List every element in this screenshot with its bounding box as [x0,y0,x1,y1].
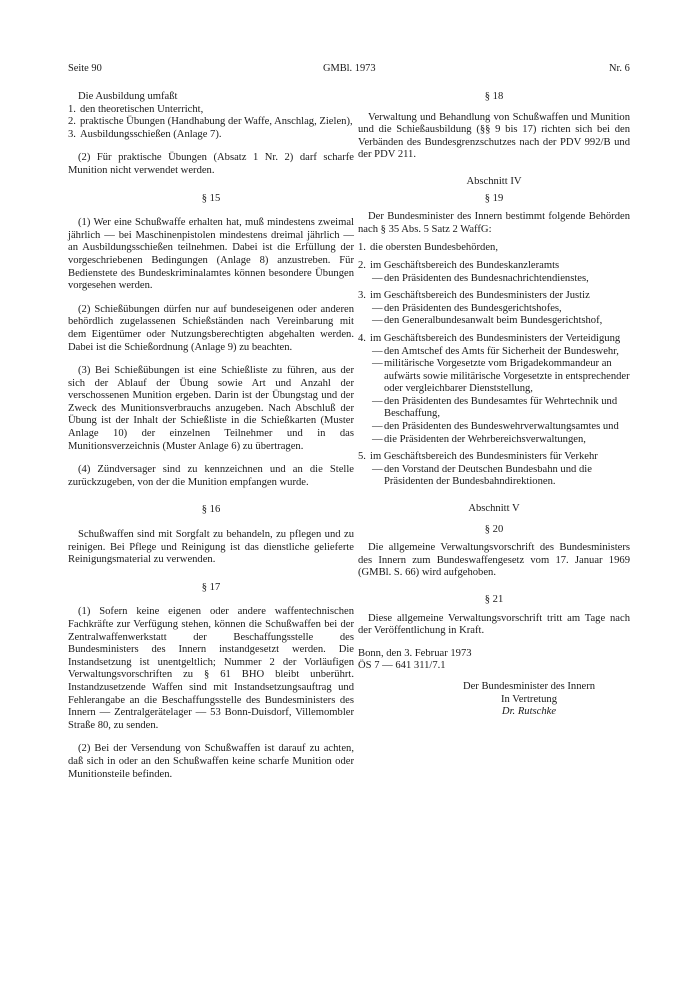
sub-item-text: den Generalbundesanwalt beim Bundesgerichtshof, [384,315,603,327]
journal-title: GMBl. 1973 [323,63,376,74]
place-date: Bonn, den 3. Februar 1973 [358,647,472,659]
section-heading: § 16 [201,504,221,516]
list-number: 3. [358,290,366,302]
signature-authority: Der Bundesminister des Innern [462,680,596,692]
list-item [68,116,354,129]
paragraph: Schußwaffen sind mit Sorgfalt zu behandeln, zu pflegen und zu reinigen. Bei Pflege und Reinigung ist das dienstliche gelieferte Reinigungsmaterial zu verwenden. [68,529,354,566]
list-number: 2. [68,116,76,128]
chapter-heading: Abschnitt V [468,503,520,515]
sub-item: — die Präsidenten der Wehrbereichsverwaltungen, [358,434,630,447]
sub-item-text: den Präsidenten des Bundesnachrichtendienstes, [384,272,589,284]
sub-item-text: den Vorstand der Deutschen Bundesbahn und die Präsidenten der Bundesbahndirektionen. [384,463,592,488]
chapter-heading: Abschnitt IV [466,175,522,187]
sub-item: — den Präsidenten des Bundesgerichtshofes, [358,303,630,316]
list-item [358,260,630,273]
sub-item: — militärische Vorgesetzte vom Brigadekommandeur an aufwärts sowie militärische Vorgesetzte in entsprechender oder vergleichbarer Dienststellung, [372,358,630,395]
list-item [358,290,630,303]
paragraph: Verwaltung und Behandlung von Schußwaffen und Munition und die Schießausbildung (§§ 9 bis 17) richten sich bei den Verbänden des Bundesgrenzschutzes nach der PDV 992/B und der PDV 211. [358,111,630,161]
list-number: 2. [358,259,366,271]
sub-item: — den Amtschef des Amts für Sicherheit der Bundeswehr, [358,346,630,359]
list-number: 5. [358,451,366,463]
sub-item-text: die Präsidenten der Wehrbereichsverwaltungen, [384,433,586,445]
paragraph: (4) Zündversager sind zu kennzeichnen und an die Stelle zurückzugeben, von der die Munition empfangen wurde. [68,464,354,488]
section-heading: § 15 [201,192,221,204]
sub-item: — den Präsidenten des Bundesnachrichtendienstes, [358,273,630,286]
paragraph: Diese allgemeine Verwaltungsvorschrift tritt am Tage nach der Veröffentlichung in Kraft. [358,612,630,637]
section-heading: § 21 [484,594,504,605]
list-text: im Geschäftsbereich des Bundeskanzleramts [370,259,560,271]
list-item [68,104,354,117]
list-text: im Geschäftsbereich des Bundesministers der Verteidigung [370,332,621,344]
paragraph: (1) Wer eine Schußwaffe erhalten hat, muß mindestens zweimal jährlich — bei Maschinenpistolen mindestens dreimal jährlich — an Ausbildungsschießen teilnehmen. Dabei ist die Erfüllung der vorgeschriebenen Bedingungen (Anlage 8) anzustreben. Für Bedienstete des Bundeskriminalamtes können besondere Übungen vorgesehen werden. [68,217,354,292]
list-number: 1. [358,242,366,254]
section-heading: § 19 [484,192,504,204]
page-number: Seite 90 [68,63,102,74]
signature-deputy: In Vertretung [501,693,557,705]
sub-item-text: den Amtschef des Amts für Sicherheit der Bundeswehr, [384,345,619,357]
right-column [358,91,630,719]
file-reference: ÖS 7 — 641 311/7.1 [358,660,446,672]
training-intro: Die Ausbildung umfaßt [78,91,178,102]
section-heading: § 20 [484,523,504,535]
list-number: 3. [68,128,76,140]
list-text: im Geschäftsbereich des Bundesministers der Justiz [370,290,590,302]
paragraph: (1) Sofern keine eigenen oder andere waffentechnischen Fachkräfte zur Verfügung stehen, können die Schußwaffen bei der Zentralwaffenwerkstatt der Beschaffungsstelle des Bundesministers des Innern instandgesetzt werden. Die Instandsetzung ist unentgeltlich; Nummer 2 der Vorläufigen Verwaltungsvorschriften zu § 61 BHO bleibt unberührt. Instandzusetzende Waffen sind mit Instandsetzungsauftrag und Fehlerangabe an die Beschaffungsstelle des Bundesministers des Innern — Zentralgerätelager — 53 Bonn-Duisdorf, Villemombler Straße 80, zu senden. [68,606,354,731]
sub-item: — den Generalbundesanwalt beim Bundesgerichtshof, [358,315,630,328]
section-heading: § 17 [201,581,221,593]
list-text: den theoretischen Unterricht, [80,103,204,115]
sub-item: — den Präsidenten des Bundesamtes für Wehrtechnik und Beschaffung, [358,396,630,421]
paragraph: Der Bundesminister des Innern bestimmt folgende Behörden nach § 35 Abs. 5 Satz 2 WaffG: [358,211,630,235]
left-column [68,91,354,781]
sub-item-text: militärische Vorgesetzte vom Brigadekommandeur an aufwärts sowie militärische Vorgesetzte in entsprechender oder vergleichbarer Dienststellung, [384,358,630,395]
list-number: 1. [68,103,76,115]
signature-name: Dr. Rutschke [501,706,557,718]
sub-item: — den Vorstand der Deutschen Bundesbahn und die Präsidenten der Bundesbahndirektionen. [358,464,630,489]
sub-item-text: den Präsidenten des Bundesamtes für Wehrtechnik und Beschaffung, [384,395,618,420]
sub-item-text: den Präsidenten des Bundesgerichtshofes, [384,302,562,314]
list-item [358,333,630,346]
section-heading: § 18 [484,91,504,102]
paragraph: (2) Bei der Versendung von Schußwaffen ist darauf zu achten, daß sich in oder an den Schußwaffen keine scharfe Munition oder Munitionsteile befinden. [68,743,354,780]
list-number: 4. [358,332,366,344]
list-item [358,242,630,255]
paragraph: Die allgemeine Verwaltungsvorschrift des Bundesministers des Innern zum Bundeswaffengesetz vom 17. Januar 1969 (GMBl. S. 66) wird aufgehoben. [358,542,630,579]
list-text: die obersten Bundesbehörden, [370,242,498,254]
list-text: Ausbildungsschießen (Anlage 7). [80,128,222,140]
list-text: praktische Übungen (Handhabung der Waffe, Anschlag, Zielen), [80,116,353,128]
list-text: im Geschäftsbereich des Bundesministers für Verkehr [370,451,598,463]
paragraph: (2) Schießübungen dürfen nur auf bundeseigenen oder anderen behördlich zugelassenen Schießständen nach Vereinbarung mit dem Eigentümer oder Nutzungsberechtigten abgehalten werden. Dabei ist die Schießordnung (Anlage 9) zu beachten. [68,303,354,353]
sub-item-text: den Präsidenten des Bundeswehrverwaltungsamtes und [384,421,619,433]
sub-item: — den Präsidenten des Bundeswehrverwaltungsamtes und [358,421,630,434]
paragraph: (2) Für praktische Übungen (Absatz 1 Nr. 2) darf scharfe Munition nicht verwendet werden. [68,152,354,176]
list-item [358,451,630,464]
issue-number: Nr. 6 [609,63,630,74]
list-item [68,129,354,142]
paragraph: (3) Bei Schießübungen ist eine Schießliste zu führen, aus der sich der Ablauf der Übung sowie Art und Anzahl der verschossenen Munition ergeben. Darin ist der Übungstag und der Zweck des Munitionsverbrauchs anzugeben. Nach Abschluß der Übung ist der Inhalt der Schießliste in die Schießkarten (Muster Anlage 10) der einzelnen Teilnehmer und in das Munitionsverzeichnis (Muster Anlage 6) zu übertragen. [68,365,354,452]
